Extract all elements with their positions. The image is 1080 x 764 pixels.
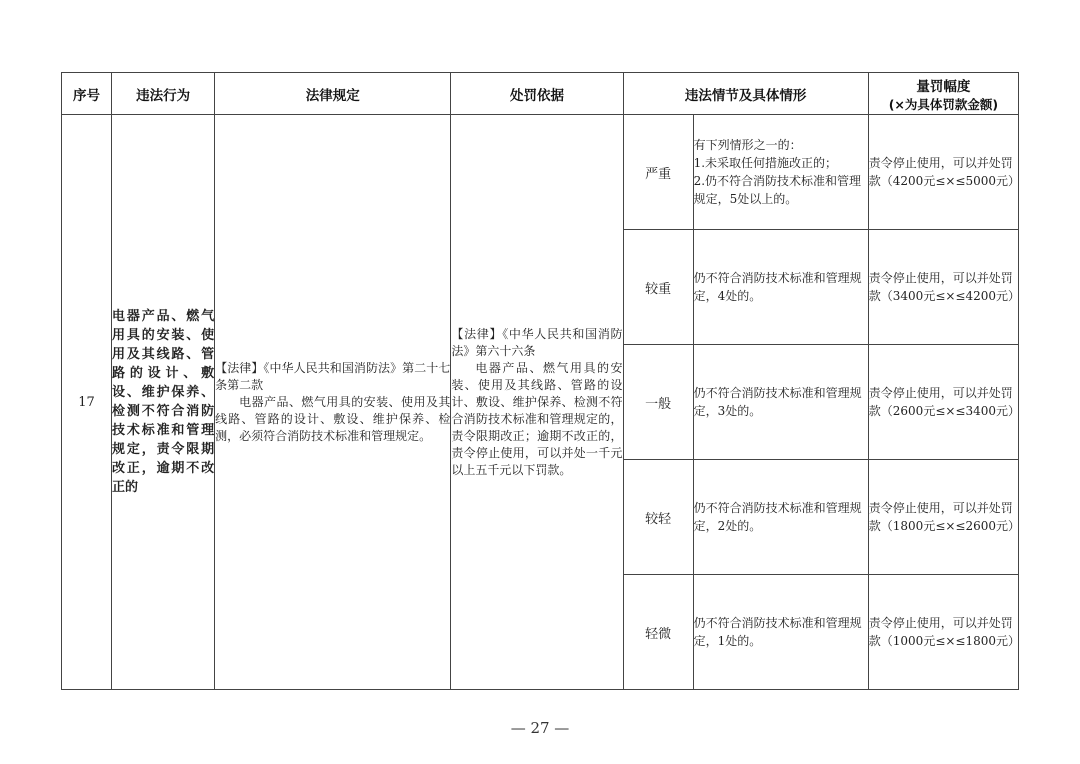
penalty-table <box>61 72 1019 690</box>
header-range-note: (×为具体罚款金额) <box>888 96 999 112</box>
penalty-range: 责令停止使用，可以并处罚款（1800元≤×≤2600元） <box>868 460 1018 575</box>
basis-body: 电器产品、燃气用具的安装、使用及其线路、管路的设计、敷设、维护保养、检测不符合消防技术标准和管理规定的，责令限期改正；逾期不改正的，责令停止使用，可以并处一千元以上五千元以下罚款。 <box>451 360 623 477</box>
penalty-basis <box>451 115 623 690</box>
law-title: 【法律】《中华人民共和国消防法》第二十七条第二款 <box>215 360 451 392</box>
penalty-range: 责令停止使用，可以并处罚款（1000元≤×≤1800元） <box>868 575 1018 690</box>
law-provision <box>215 115 451 690</box>
basis-title: 【法律】《中华人民共和国消防法》第六十六条 <box>451 326 623 358</box>
table-row <box>62 115 1019 230</box>
header-detail: 违法情节及具体情形 <box>623 73 868 115</box>
severity-level: 一般 <box>623 345 693 460</box>
header-law: 法律规定 <box>215 73 451 115</box>
header-range-title: 量罚幅度 <box>916 78 971 95</box>
severity-detail: 仍不符合消防技术标准和管理规定，3处的。 <box>693 345 868 460</box>
header-row <box>62 73 1019 115</box>
penalty-range: 责令停止使用，可以并处罚款（2600元≤×≤3400元） <box>868 345 1018 460</box>
row-number: 17 <box>62 115 112 690</box>
violation-act: 电器产品、燃气用具的安装、使用及其线路、管路的设计、敷设、维护保养、检测不符合消防技术标准和管理规定，责令限期改正，逾期不改正的 <box>112 115 215 690</box>
severity-level: 较轻 <box>623 460 693 575</box>
penalty-range: 责令停止使用，可以并处罚款（3400元≤×≤4200元） <box>868 230 1018 345</box>
severity-level: 轻微 <box>623 575 693 690</box>
law-body: 电器产品、燃气用具的安装、使用及其线路、管路的设计、敷设、维护保养、检测，必须符合消防技术标准和管理规定。 <box>215 394 451 443</box>
header-basis: 处罚依据 <box>451 73 623 115</box>
page-number: — 27 — <box>510 719 570 737</box>
severity-detail: 仍不符合消防技术标准和管理规定，4处的。 <box>693 230 868 345</box>
severity-detail: 仍不符合消防技术标准和管理规定，2处的。 <box>693 460 868 575</box>
header-no: 序号 <box>62 73 112 115</box>
header-act: 违法行为 <box>112 73 215 115</box>
severity-detail: 仍不符合消防技术标准和管理规定，1处的。 <box>693 575 868 690</box>
severity-level: 严重 <box>623 115 693 230</box>
severity-level: 较重 <box>623 230 693 345</box>
severity-detail: 有下列情形之一的： 1.未采取任何措施改正的； 2.仍不符合消防技术标准和管理规定，5处以上的。 <box>693 115 868 230</box>
header-range <box>868 73 1018 115</box>
penalty-range: 责令停止使用，可以并处罚款（4200元≤×≤5000元） <box>868 115 1018 230</box>
